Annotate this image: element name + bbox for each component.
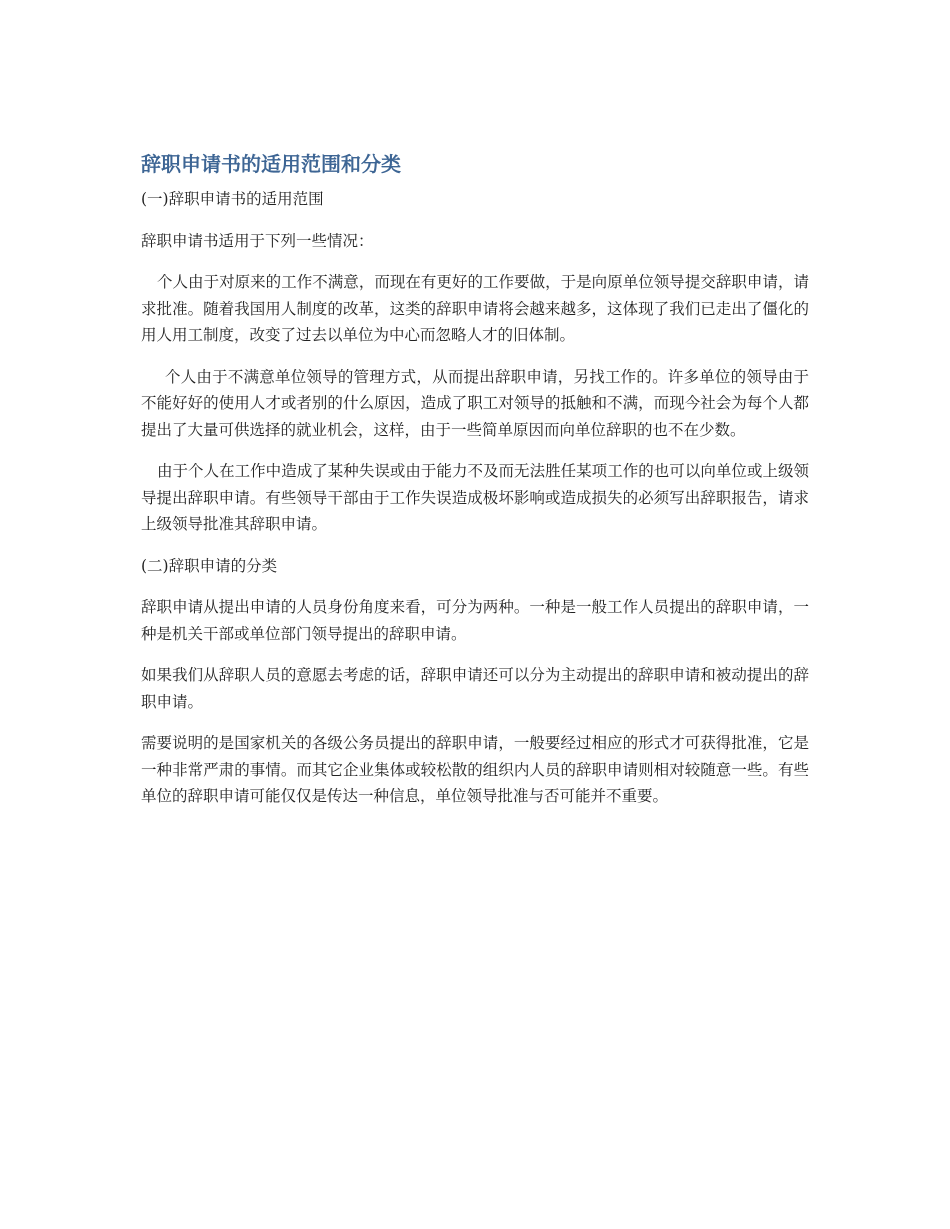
section2-heading: (二)辞职申请的分类 <box>141 556 278 575</box>
case2-paragraph: 个人由于不满意单位领导的管理方式，从而提出辞职申请，另找工作的。许多单位的领导由于不能好好的使用人才或者别的什么原因，造成了职工对领导的抵触和不满，而现今社会为每个人都提出了大量可供选择的就业机会，这样，由于一些简单原因而向单位辞职的也不在少数。 <box>141 367 809 439</box>
case1-paragraph: 个人由于对原来的工作不满意，而现在有更好的工作要做，于是向原单位领导提交辞职申请，请求批准。随着我国用人制度的改革，这类的辞职申请将会越来越多，这体现了我们已走出了僵化的用人用工制度，改变了过去以单位为中心而忽略人才的旧体制。 <box>141 273 809 344</box>
intro-paragraph: 辞职申请书适用于下列一些情况： <box>141 231 374 250</box>
document-title: 辞职申请书的适用范围和分类 <box>141 152 401 176</box>
class3-paragraph: 需要说明的是国家机关的各级公务员提出的辞职申请，一般要经过相应的形式才可获得批准，它是一种非常严肃的事情。而其它企业集体或较松散的组织内人员的辞职申请则相对较随意一些。有些单位的辞职申请可能仅仅是传达一种信息，单位领导批准与否可能并不重要。 <box>141 734 809 805</box>
class1-paragraph: 辞职申请从提出申请的人员身份角度来看，可分为两种。一种是一般工作人员提出的辞职申请，一种是机关干部或单位部门领导提出的辞职申请。 <box>141 598 809 643</box>
case3-paragraph: 由于个人在工作中造成了某种失误或由于能力不及而无法胜任某项工作的也可以向单位或上级领导提出辞职申请。有些领导干部由于工作失误造成极坏影响或造成损失的必须写出辞职报告，请求上级领导批准其辞职申请。 <box>141 462 809 533</box>
class2-paragraph: 如果我们从辞职人员的意愿去考虑的话，辞职申请还可以分为主动提出的辞职申请和被动提出的辞职申请。 <box>141 666 809 711</box>
section1-heading: (一)辞职申请书的适用范围 <box>141 190 324 208</box>
document-page <box>141 148 809 825</box>
